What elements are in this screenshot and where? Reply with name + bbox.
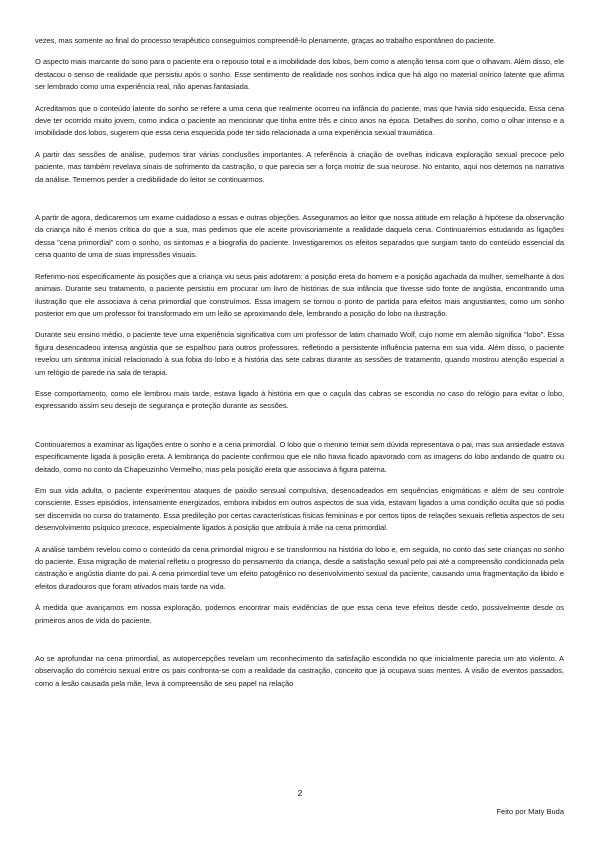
paragraph-block-1 — [35, 35, 564, 186]
body-paragraph: Referimo-nos especificamente às posições que a criança viu seus pais adotarem: a posição ereta do homem e a posição agachada da mulher, semelhante à dos animais. Durante seu tratamento, o paciente persistiu em procurar um livro de histórias de sua infância que tivesse sido fonte de angústia, encontrando uma ilustração que ele associava à cena primordial que construímos. Essa imagem se tornou o ponto de partida para efeitos mais angustiantes, como um sonho posterior em que um professor foi transformado em um leão se aproximando dele, lembrando a posição do lobo na ilustração. — [35, 271, 564, 318]
section-gap — [35, 422, 564, 439]
body-paragraph: À medida que avançamos em nossa exploração, podemos encontrar mais evidências de que essa cena teve efeitos desde cedo, possivelmente desde os primeiros anos de vida do paciente. — [35, 603, 564, 625]
paragraph-block-2 — [35, 212, 564, 413]
section-gap — [35, 636, 564, 653]
paragraph-block-4 — [35, 653, 564, 690]
body-paragraph: Ao se aprofundar na cena primordial, as autopercepções revelam um reconhecimento da satisfação escondida no que inicialmente parecia um ato violento. A observação do comércio sexual entre os pais confronta-se com a realidade da castração, conceito que já ocupava suas mentes. A visão de eventos passados, como a lesão causada pela mãe, leva à compreensão de seu papel na relação — [35, 654, 564, 688]
body-paragraph: A análise também revelou como o conteúdo da cena primordial migrou e se transformou na história do lobo e, em seguida, no conto das sete crianças no sonho do paciente. Essa migração de material refletiu o progresso do pensamento da criança, desde a satisfação sexual pelo pai até a compreensão condicionada pela castração e angústia diante do pai. A cena primordial teve um efeito patogênico no desenvolvimento sexual da paciente, causando uma fragmentação da libido e efeitos duradouros que foram ativados mais tarde na vida. — [35, 544, 564, 591]
body-paragraph: A partir das sessões de análise, pudemos tirar várias conclusões importantes. A referência à criação de ovelhas indicava exploração sexual precoce pelo paciente, mas também revelava sinais de sofrimento da castração, o que parecia ser a força motriz de sua neurose. No entanto, aqui nos detemos na narrativa da análise. Tememos perder a credibilidade do leitor se continuarmos. — [35, 149, 564, 184]
body-paragraph: vezes, mas somente ao final do processo terapêutico conseguimos compreendê-lo plenamente, graças ao trabalho espontâneo do paciente. — [35, 36, 496, 45]
body-paragraph: O aspecto mais marcante do sono para o paciente era o repouso total e a imobilidade dos lobos, bem como a atenção tensa com que o olhavam. Além disso, ele destacou o senso de realidade que persistiu após o sonho. Esse sentimento de realidade nos sonhos indica que há algo no material onírico latente que afirma ser lembrado como uma experiência real, não apenas fantasiada. — [35, 57, 564, 92]
page-number: 2 — [297, 788, 303, 798]
body-paragraph: Em sua vida adulta, o paciente experimentou ataques de paixão sensual compulsiva, desencadeados em sequências enigmáticas e além de seu controle consciente. Esses episódios, intensamente energizados, embora inibidos em outros aspectos de sua vida, estavam ligados a uma condição oculta que só podia ser discernida no curso do tratamento. Essa predileção por certas características físicas femininas e por certos tipos de relações sexuais refletia aspectos de seu desenvolvimento psíquico precoce, especialmente ligados à posição que atribuía à mãe na cena primordial. — [35, 485, 564, 533]
section-gap — [35, 195, 564, 212]
body-paragraph: Durante seu ensino médio, o paciente teve uma experiência significativa com um professor de latim chamado Wolf, cujo nome em alemão significa "lobo". Essa figura desencadeou intensa angústia que se espalhou para outros professores, refletindo a persistente influência paterna em sua vida. Além disso, o paciente revelou um sintoma inicial relacionado à sua fobia do lobo e à história das sete cabras durante as sessões de tratamento, quando mostrou atenção especial a um relógio de parede na sala de terapia. — [35, 330, 564, 377]
body-paragraph: Esse comportamento, como ele lembrou mais tarde, estava ligado à história em que o caçula das cabras se escondia no caso do relógio para evitar o lobo, expressando assim seu desejo de segurança e proteção durante as sessões. — [35, 388, 564, 411]
body-paragraph: Acreditamos que o conteúdo latente do sonho se refere a uma cena que realmente ocorreu na infância do paciente, mas que havia sido esquecida. Essa cena deve ter ocorrido muito jovem, como indica o paciente ao mencionar que tinha entre três e cinco anos na época. Detalhes do sonho, como o olhar intenso e a imobilidade dos lobos, sugerem que essa cena esquecida pode ter sido relacionada a uma experiência sexual traumática. — [35, 103, 564, 138]
paragraph-block-3 — [35, 439, 564, 627]
footer-credit: Feito por Maty Buda — [496, 807, 564, 816]
body-paragraph: A partir de agora, dedicaremos um exame cuidadoso a essas e outras objeções. Asseguramos ao leitor que nossa atitude em relação à hipótese da observação da criança não é menos crítica do que a sua, mas pedimos que ele aceite provisoriamente a realidade daquela cena. Continuaremos estudando as ligações dessa "cena primordial" com o sonho, os sintomas e a biografia do paciente. Investigaremos os efeitos separados que surgiam tanto do conteúdo essencial da cena quanto de uma de suas impressões visuais. — [35, 213, 564, 260]
body-paragraph: Continuaremos a examinar as ligações entre o sonho e a cena primordial. O lobo que o menino temia sem dúvida representava o pai, mas sua ansiedade estava especificamente ligada à posição ereta. A lembrança do paciente confirmou que ele não havia ficado apavorado com as imagens do lobo andando de quatro ou deitado, como no conto da Chapeuzinho Vermelho, mas pela posição ereta que associava à figura paterna. — [35, 439, 564, 474]
